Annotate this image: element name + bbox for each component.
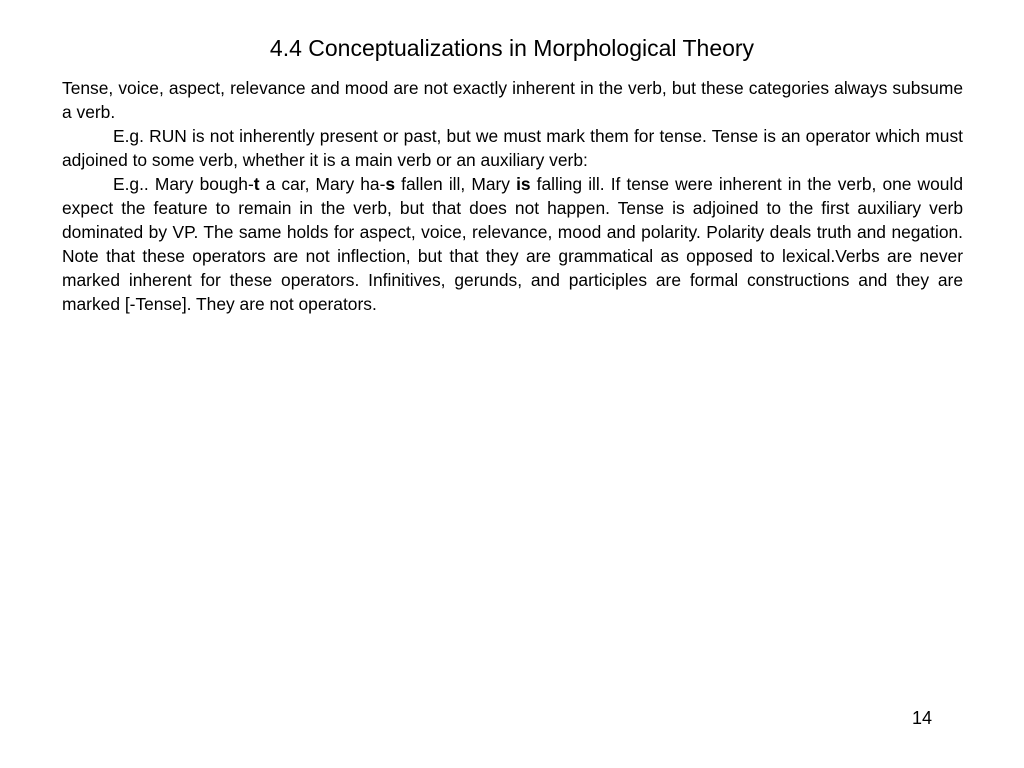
page-number: 14: [912, 708, 933, 728]
slide-title: 4.4 Conceptualizations in Morphological Theory: [269, 35, 755, 61]
text-segment: falling ill. If tense were inherent in the verb, one would expect the feature to remain in the verb, but that does not happen. Tense is adjoined to the first auxiliary verb dominated by VP. The same holds for aspect, voice, relevance, mood and polarity. Polarity deals truth and negation. Note that these operators are not inflection, but that they are grammatical as opposed to lexical.Verbs are never marked inherent for these operators. Infinitives, gerunds, and participles are formal constructions and they are marked [-Tense]. They are not operators.: [62, 174, 963, 314]
text-segment: fallen ill, Mary: [395, 174, 517, 194]
bold-suffix-t: t: [253, 174, 260, 194]
paragraph-intro: Tense, voice, aspect, relevance and mood are not exactly inherent in the verb, but these categories always subsume a verb.: [62, 78, 963, 122]
bold-suffix-s: s: [385, 174, 396, 194]
text-segment: E.g.. Mary bough-: [113, 174, 254, 194]
slide-body: [62, 76, 963, 316]
bold-word-is: is: [516, 174, 531, 194]
text-segment: a car, Mary ha-: [259, 174, 386, 194]
paragraph-example-mary: [62, 172, 963, 316]
paragraph-example-run: E.g. RUN is not inherently present or past, but we must mark them for tense. Tense is an operator which must adjoined to some verb, whether it is a main verb or an auxiliary verb:: [62, 126, 963, 170]
